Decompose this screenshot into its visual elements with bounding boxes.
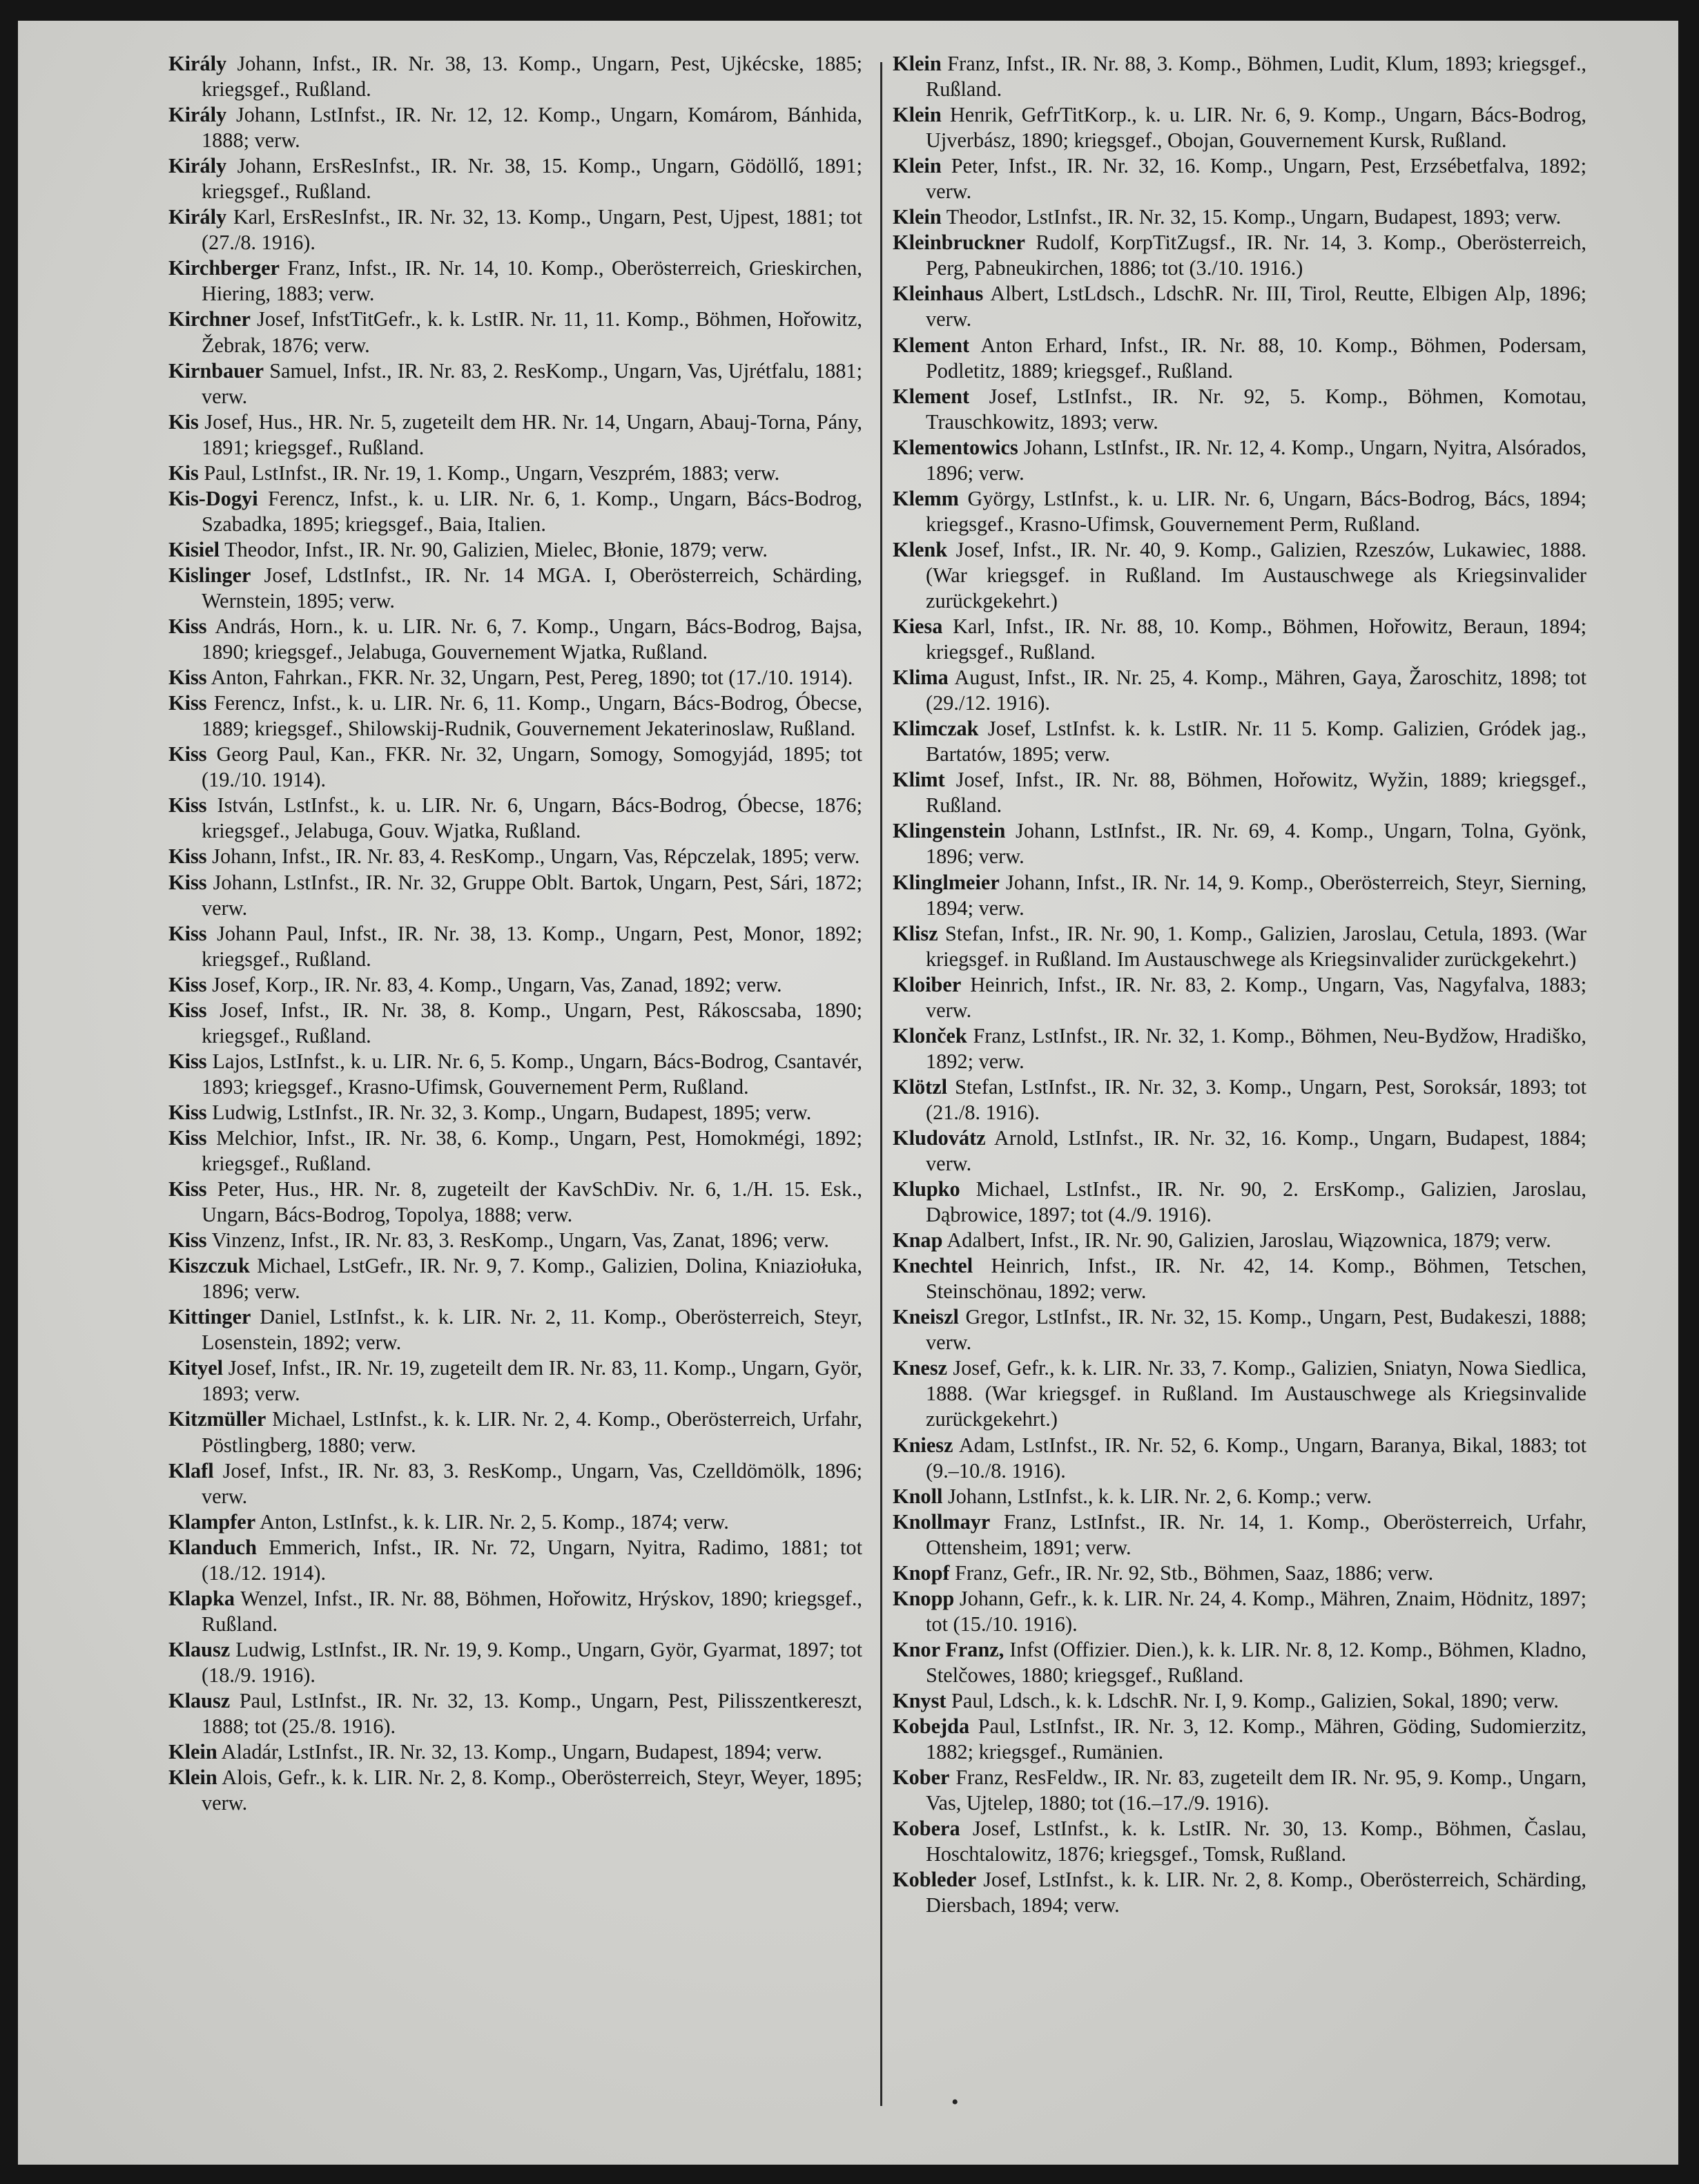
entry-surname: Kirnbauer [168, 358, 264, 383]
entry-details: Josef, Infst., IR. Nr. 19, zugeteilt dem IR. Nr. 83, 11. Komp., Ungarn, Györ, 1893; verw. [202, 1356, 862, 1406]
entry-surname: Kis [168, 461, 199, 485]
list-entry [168, 1355, 862, 1407]
entry-surname: Kis-Dogyi [168, 486, 258, 510]
entry-surname: Knor Franz, [893, 1637, 1004, 1661]
entry-surname: Klausz [168, 1637, 231, 1661]
entry-details: Franz, LstInfst., IR. Nr. 14, 1. Komp., Oberösterreich, Urfahr, Ottensheim, 1891; verw. [926, 1509, 1586, 1559]
list-entry [893, 614, 1586, 665]
entry-surname: Király [168, 205, 227, 229]
entry-details: Infst (Offizier. Dien.), k. k. LIR. Nr. 8, 12. Komp., Böhmen, Kladno, Stelčowes, 1880; kriegsgef., Rußland. [926, 1637, 1586, 1687]
entry-details: Josef, LstInfst., IR. Nr. 92, 5. Komp., Böhmen, Komotau, Trauschkowitz, 1893; verw. [926, 384, 1586, 434]
entry-details: Josef, Infst., IR. Nr. 38, 8. Komp., Ungarn, Pest, Rákoscsaba, 1890; kriegsgef., Rußland. [202, 998, 862, 1047]
entry-surname: Klausz [168, 1689, 231, 1712]
list-entry [168, 1049, 862, 1100]
entry-surname: Kloiber [893, 972, 962, 996]
entry-details: Vinzenz, Infst., IR. Nr. 83, 3. ResKomp., Ungarn, Vas, Zanat, 1896; verw. [206, 1228, 829, 1253]
entry-surname: Klenk [893, 537, 948, 561]
list-entry [893, 1253, 1586, 1304]
list-entry [168, 1509, 862, 1535]
column-divider [880, 62, 882, 2106]
entry-surname: Kleinhaus [893, 282, 984, 306]
entry-details: Heinrich, Infst., IR. Nr. 42, 14. Komp., Böhmen, Tetschen, Steinschönau, 1892; verw. [926, 1254, 1586, 1304]
list-entry [893, 1125, 1586, 1177]
entry-details: Josef, InfstTitGefr., k. k. LstIR. Nr. 11, 11. Komp., Böhmen, Hořowitz, Žebrak, 1876; verw. [202, 307, 862, 357]
entry-surname: Klement [893, 384, 970, 408]
entry-surname: Kiss [168, 1125, 207, 1150]
entry-surname: Klupko [893, 1177, 960, 1201]
list-entry [168, 614, 862, 665]
entry-surname: Kityel [168, 1356, 224, 1380]
list-entry [893, 1816, 1586, 1867]
entry-details: Josef, Hus., HR. Nr. 5, zugeteilt dem HR. Nr. 14, Ungarn, Abauj-Torna, Pány, 1891; kriegsgef., Rußland. [198, 409, 862, 459]
list-entry [893, 1023, 1586, 1074]
entry-details: Johann, LstInfst., k. k. LIR. Nr. 2, 6. Komp.; verw. [942, 1484, 1372, 1508]
entry-details: Arnold, LstInfst., IR. Nr. 32, 16. Komp., Ungarn, Budapest, 1884; verw. [926, 1125, 1586, 1176]
entry-details: Michael, LstInfst., IR. Nr. 90, 2. ErsKomp., Galizien, Jaroslau, Dąbrowice, 1897; tot (4./9. 1916). [926, 1177, 1586, 1227]
entry-details: Josef, LstInfst., k. k. LIR. Nr. 2, 8. Komp., Oberösterreich, Schärding, Diersbach, 1894; verw. [926, 1868, 1586, 1917]
list-entry [893, 486, 1586, 537]
list-entry [168, 461, 862, 486]
entry-details: Michael, LstGefr., IR. Nr. 9, 7. Komp., Galizien, Dolina, Kniaziołuka, 1896; verw. [202, 1254, 862, 1304]
entry-surname: Kobleder [893, 1868, 977, 1892]
list-entry [168, 972, 862, 998]
entry-surname: Klement [893, 333, 970, 357]
list-entry [893, 818, 1586, 869]
entry-details: Josef, LstInfst. k. k. LstIR. Nr. 11 5. Komp. Galizien, Gródek jag., Bartatów, 1895; verw. [926, 717, 1586, 766]
entry-details: István, LstInfst., k. u. LIR. Nr. 6, Ungarn, Bács-Bodrog, Óbecse, 1876; kriegsgef., Jelabuga, Gouv. Wjatka, Rußland. [202, 793, 862, 843]
entry-surname: Kober [893, 1766, 950, 1790]
entry-details: Josef, Infst., IR. Nr. 83, 3. ResKomp., Ungarn, Vas, Czelldömölk, 1896; verw. [202, 1458, 862, 1508]
list-entry [168, 921, 862, 972]
entry-details: Peter, Infst., IR. Nr. 32, 16. Komp., Ungarn, Pest, Erzsébetfalva, 1892; verw. [926, 154, 1586, 204]
list-entry [893, 384, 1586, 435]
entry-surname: Klein [893, 52, 942, 75]
entry-details: August, Infst., IR. Nr. 25, 4. Komp., Mähren, Gaya, Žaroschitz, 1898; tot (29./12. 1916). [926, 666, 1586, 715]
entry-details: Alois, Gefr., k. k. LIR. Nr. 2, 8. Komp., Oberösterreich, Steyr, Weyer, 1895; verw. [202, 1766, 862, 1815]
entry-surname: Kniesz [893, 1433, 953, 1457]
list-entry [168, 563, 862, 614]
entry-details: Johann, LstInfst., IR. Nr. 12, 4. Komp., Ungarn, Nyitra, Alsórados, 1896; verw. [926, 435, 1586, 485]
entry-surname: Kiss [168, 691, 207, 715]
entry-details: Franz, LstInfst., IR. Nr. 32, 1. Komp., Böhmen, Neu-Bydžow, Hradiško, 1892; verw. [926, 1023, 1586, 1073]
entry-details: Johann Paul, Infst., IR. Nr. 38, 13. Komp., Ungarn, Pest, Monor, 1892; kriegsgef., Rußland. [202, 921, 862, 971]
entry-surname: Knechtel [893, 1254, 973, 1278]
list-entry [168, 1253, 862, 1304]
entry-surname: Kiss [168, 1177, 207, 1201]
entry-details: Rudolf, KorpTitZugsf., IR. Nr. 14, 3. Komp., Oberösterreich, Perg, Pabneukirchen, 1886; tot (3./10. 1916.) [926, 231, 1586, 280]
entry-details: Franz, ResFeldw., IR. Nr. 83, zugeteilt dem IR. Nr. 95, 9. Komp., Ungarn, Vas, Ujtelep, 1880; tot (16.–17./9. 1916). [926, 1766, 1586, 1815]
list-entry [893, 204, 1586, 230]
entry-surname: Kislinger [168, 563, 251, 587]
list-entry [168, 409, 862, 461]
list-entry [168, 1739, 862, 1765]
list-entry [168, 153, 862, 204]
entry-surname: Klampfer [168, 1509, 256, 1534]
list-entry [168, 870, 862, 921]
entry-surname: Klemm [893, 486, 959, 510]
list-entry [168, 1688, 862, 1739]
list-entry [168, 1458, 862, 1509]
list-entry [168, 1535, 862, 1586]
column-left [168, 51, 862, 2150]
list-entry [893, 1433, 1586, 1484]
entry-surname: Kiss [168, 1100, 207, 1124]
entry-details: Paul, Ldsch., k. k. LdschR. Nr. I, 9. Komp., Galizien, Sokal, 1890; verw. [946, 1689, 1559, 1712]
list-entry [168, 1407, 862, 1458]
list-entry [893, 1177, 1586, 1228]
list-entry [893, 333, 1586, 384]
entry-details: András, Horn., k. u. LIR. Nr. 6, 7. Komp., Ungarn, Bács-Bodrog, Bajsa, 1890; kriegsgef., Jelabuga, Gouvernement Wjatka, Rußland. [202, 615, 862, 664]
entry-details: Henrik, GefrTitKorp., k. u. LIR. Nr. 6, 9. Komp., Ungarn, Bács-Bodrog, Ujverbász, 1890; kriegsgef., Obojan, Gouvernement Kursk, Rußland. [926, 103, 1586, 153]
entry-surname: Kiss [168, 793, 207, 818]
entry-surname: Kludovátz [893, 1125, 986, 1150]
entry-details: Peter, Hus., HR. Nr. 8, zugeteilt der KavSchDiv. Nr. 6, 1./H. 15. Esk., Ungarn, Bács-Bodrog, Topolya, 1888; verw. [202, 1177, 862, 1227]
list-entry [893, 1074, 1586, 1125]
entry-surname: Klötzl [893, 1074, 948, 1099]
entry-details: Theodor, Infst., IR. Nr. 90, Galizien, Mielec, Błonie, 1879; verw. [220, 537, 768, 561]
entry-surname: Klima [893, 666, 949, 690]
list-entry [168, 1637, 862, 1688]
column-right [893, 51, 1586, 2150]
entry-details: Franz, Infst., IR. Nr. 88, 3. Komp., Böhmen, Ludit, Klum, 1893; kriegsgef., Rußland. [926, 52, 1586, 102]
entry-details: Karl, ErsResInfst., IR. Nr. 32, 13. Komp., Ungarn, Pest, Ujpest, 1881; tot (27./8. 1916). [202, 205, 862, 255]
entry-surname: Kiss [168, 972, 207, 996]
entry-details: Lajos, LstInfst., k. u. LIR. Nr. 6, 5. Komp., Ungarn, Bács-Bodrog, Csantavér, 1893; kriegsgef., Krasno-Ufimsk, Gouvernement Perm, Rußland. [202, 1049, 862, 1099]
list-entry [168, 665, 862, 690]
entry-surname: Kiesa [893, 615, 943, 639]
entry-details: Emmerich, Infst., IR. Nr. 72, Ungarn, Nyitra, Radimo, 1881; tot (18./12. 1914). [202, 1535, 862, 1585]
entry-details: Adam, LstInfst., IR. Nr. 52, 6. Komp., Ungarn, Baranya, Bikal, 1883; tot (9.–10./8. 1916). [926, 1433, 1586, 1482]
entry-details: Johann, Infst., IR. Nr. 83, 4. ResKomp., Ungarn, Vas, Répczelak, 1895; verw. [206, 844, 860, 869]
list-entry [168, 1177, 862, 1228]
list-entry [168, 1586, 862, 1637]
list-entry [893, 767, 1586, 818]
entry-details: Josef, Gefr., k. k. LIR. Nr. 33, 7. Komp., Galizien, Sniatyn, Nowa Siedlica, 1888. (War kriegsgef. in Rußland. Im Austauschwege als Kriegsinvalide zurückgekehrt.) [926, 1356, 1586, 1431]
entry-surname: Knollmayr [893, 1509, 991, 1534]
entry-surname: Kiss [168, 921, 207, 945]
entry-surname: Király [168, 103, 227, 127]
entry-details: Ludwig, LstInfst., IR. Nr. 19, 9. Komp., Ungarn, Györ, Gyarmat, 1897; tot (18./9. 1916). [202, 1637, 862, 1687]
list-entry [893, 1355, 1586, 1432]
list-entry [168, 1100, 862, 1125]
entry-surname: Király [168, 52, 227, 75]
list-entry [893, 1228, 1586, 1253]
entry-details: Josef, Korp., IR. Nr. 83, 4. Komp., Ungarn, Vas, Zanad, 1892; verw. [206, 972, 782, 996]
entry-details: György, LstInfst., k. u. LIR. Nr. 6, Ungarn, Bács-Bodrog, Bács, 1894; kriegsgef., Krasno-Ufimsk, Gouvernement Perm, Rußland. [926, 486, 1586, 536]
entry-surname: Knoll [893, 1484, 943, 1508]
list-entry [893, 1867, 1586, 1918]
entry-details: Johann, Infst., IR. Nr. 38, 13. Komp., Ungarn, Pest, Ujkécske, 1885; kriegsgef., Rußland. [202, 52, 862, 102]
entry-surname: Kiss [168, 998, 207, 1022]
list-entry [168, 102, 862, 153]
entry-details: Paul, LstInfst., IR. Nr. 19, 1. Komp., Ungarn, Veszprém, 1883; verw. [198, 461, 780, 485]
entry-surname: Klein [893, 103, 942, 127]
entry-details: Melchior, Infst., IR. Nr. 38, 6. Komp., Ungarn, Pest, Homokmégi, 1892; kriegsgef., Rußland. [202, 1125, 862, 1176]
list-entry [893, 1688, 1586, 1714]
entry-surname: Klementowics [893, 435, 1018, 459]
list-entry [893, 537, 1586, 614]
entry-details: Ferencz, Infst., k. u. LIR. Nr. 6, 1. Komp., Ungarn, Bács-Bodrog, Szabadka, 1895; kriegsgef., Baia, Italien. [202, 486, 862, 536]
list-entry [893, 716, 1586, 767]
entry-surname: Klapka [168, 1586, 235, 1610]
entry-details: Wenzel, Infst., IR. Nr. 88, Böhmen, Hořowitz, Hrýskov, 1890; kriegsgef., Rußland. [202, 1586, 862, 1636]
entry-details: Josef, Infst., IR. Nr. 88, Böhmen, Hořowitz, Wyžin, 1889; kriegsgef., Rußland. [926, 768, 1586, 818]
entry-details: Heinrich, Infst., IR. Nr. 83, 2. Komp., Ungarn, Vas, Nagyfalva, 1883; verw. [926, 972, 1586, 1022]
entry-surname: Klonček [893, 1023, 967, 1047]
entry-surname: Kobera [893, 1817, 960, 1841]
list-entry [168, 486, 862, 537]
entry-details: Franz, Infst., IR. Nr. 14, 10. Komp., Oberösterreich, Grieskirchen, Hiering, 1883; verw. [202, 256, 862, 306]
list-entry [168, 1304, 862, 1355]
entry-surname: Knyst [893, 1689, 946, 1712]
list-entry [893, 1714, 1586, 1765]
entry-details: Johann, LstInfst., IR. Nr. 32, Gruppe Oblt. Bartok, Ungarn, Pest, Sári, 1872; verw. [202, 870, 862, 920]
list-entry [893, 230, 1586, 281]
list-entry [168, 998, 862, 1049]
entry-details: Anton, Fahrkan., FKR. Nr. 32, Ungarn, Pest, Pereg, 1890; tot (17./10. 1914). [206, 666, 853, 690]
entry-surname: Kirchberger [168, 256, 280, 280]
entry-surname: Kneiszl [893, 1305, 959, 1329]
entry-surname: Kiss [168, 666, 207, 690]
entry-details: Michael, LstInfst., k. k. LIR. Nr. 2, 4. Komp., Oberösterreich, Urfahr, Pöstlingberg, 1880; verw. [202, 1407, 862, 1457]
list-entry [168, 255, 862, 307]
list-entry [168, 204, 862, 255]
list-entry [168, 358, 862, 409]
entry-details: Ludwig, LstInfst., IR. Nr. 32, 3. Komp., Ungarn, Budapest, 1895; verw. [206, 1100, 812, 1124]
entry-surname: Kis [168, 409, 199, 434]
entry-details: Anton Erhard, Infst., IR. Nr. 88, 10. Komp., Böhmen, Podersam, Podletitz, 1889; kriegsgef., Rußland. [926, 333, 1586, 383]
entry-surname: Kiss [168, 1049, 207, 1073]
list-entry [168, 51, 862, 102]
entry-surname: Kobejda [893, 1714, 970, 1739]
entry-surname: Klein [893, 154, 942, 178]
entry-details: Johann, Gefr., k. k. LIR. Nr. 24, 4. Komp., Mähren, Znaim, Hödnitz, 1897; tot (15./10. 1916). [926, 1586, 1586, 1636]
list-entry [893, 921, 1586, 972]
entry-details: Johann, LstInfst., IR. Nr. 12, 12. Komp., Ungarn, Komárom, Bánhida, 1888; verw. [202, 103, 862, 153]
entry-details: Johann, Infst., IR. Nr. 14, 9. Komp., Oberösterreich, Steyr, Sierning, 1894; verw. [926, 870, 1586, 920]
entry-surname: Kiszczuk [168, 1254, 250, 1278]
list-entry [893, 665, 1586, 716]
entry-surname: Knesz [893, 1356, 948, 1380]
entry-surname: Knopp [893, 1586, 955, 1610]
list-entry [893, 1304, 1586, 1355]
entry-details: Johann, LstInfst., IR. Nr. 69, 4. Komp., Ungarn, Tolna, Gyönk, 1896; verw. [926, 819, 1586, 869]
entry-surname: Klanduch [168, 1535, 257, 1559]
entry-details: Georg Paul, Kan., FKR. Nr. 32, Ungarn, Somogy, Somogyjád, 1895; tot (19./10. 1914). [202, 742, 862, 792]
entry-surname: Kitzmüller [168, 1407, 266, 1431]
entry-details: Adalbert, Infst., IR. Nr. 90, Galizien, Jaroslau, Wiązownica, 1879; verw. [942, 1228, 1551, 1253]
entry-surname: Kiss [168, 844, 207, 869]
list-entry [168, 1765, 862, 1816]
list-entry [893, 870, 1586, 921]
entry-surname: Knap [893, 1228, 943, 1253]
list-entry [893, 51, 1586, 102]
list-entry [168, 793, 862, 844]
entry-surname: Klingenstein [893, 819, 1006, 843]
entry-surname: Klinglmeier [893, 870, 1000, 894]
entry-details: Josef, LstInfst., k. k. LstIR. Nr. 30, 13. Komp., Böhmen, Časlau, Hoschtalowitz, 1876; kriegsgef., Tomsk, Rußland. [926, 1817, 1586, 1866]
document-page [18, 21, 1678, 2165]
entry-details: Ferencz, Infst., k. u. LIR. Nr. 6, 11. Komp., Ungarn, Bács-Bodrog, Óbecse, 1889; kriegsgef., Shilowskij-Rudnik, Gouvernement Jekaterinoslaw, Rußland. [202, 691, 862, 741]
entry-details: Theodor, LstInfst., IR. Nr. 32, 15. Komp., Ungarn, Budapest, 1893; verw. [941, 205, 1562, 229]
entry-surname: Klimt [893, 768, 945, 792]
entry-details: Aladár, LstInfst., IR. Nr. 32, 13. Komp., Ungarn, Budapest, 1894; verw. [217, 1740, 822, 1764]
entry-details: Stefan, Infst., IR. Nr. 90, 1. Komp., Galizien, Jaroslau, Cetula, 1893. (War kriegsgef. in Rußland. Im Austauschwege als Kriegsinvalider zurückgekehrt.) [926, 921, 1586, 971]
list-entry [893, 281, 1586, 332]
list-entry [893, 972, 1586, 1023]
entry-details: Albert, LstLdsch., LdschR. Nr. III, Tirol, Reutte, Elbigen Alp, 1896; verw. [926, 282, 1586, 331]
ink-speck: • [951, 2091, 959, 2114]
entry-surname: Kittinger [168, 1305, 251, 1329]
entry-surname: Klafl [168, 1458, 214, 1482]
entry-surname: Kiss [168, 615, 207, 639]
list-entry [893, 102, 1586, 153]
entry-details: Samuel, Infst., IR. Nr. 83, 2. ResKomp., Ungarn, Vas, Ujrétfalu, 1881; verw. [202, 358, 862, 408]
list-entry [893, 1586, 1586, 1637]
list-entry [893, 1637, 1586, 1688]
entry-details: Gregor, LstInfst., IR. Nr. 32, 15. Komp., Ungarn, Pest, Budakeszi, 1888; verw. [926, 1305, 1586, 1355]
entry-details: Josef, Infst., IR. Nr. 40, 9. Komp., Galizien, Rzeszów, Lukawiec, 1888. (War kriegsgef. in Rußland. Im Austauschwege als Kriegsinvalider zurückgekehrt.) [926, 537, 1586, 612]
entry-details: Anton, LstInfst., k. k. LIR. Nr. 2, 5. Komp., 1874; verw. [255, 1509, 729, 1534]
entry-surname: Klein [893, 205, 942, 229]
list-entry [893, 1484, 1586, 1509]
entry-surname: Király [168, 154, 227, 178]
entry-surname: Kleinbruckner [893, 231, 1025, 255]
entry-surname: Kiss [168, 870, 207, 894]
list-entry [168, 307, 862, 358]
list-entry [893, 435, 1586, 486]
entry-surname: Klein [168, 1766, 217, 1790]
entry-surname: Klein [168, 1740, 217, 1764]
entry-details: Paul, LstInfst., IR. Nr. 3, 12. Komp., Mähren, Göding, Sudomierzitz, 1882; kriegsgef., Rumänien. [926, 1714, 1586, 1764]
list-entry [168, 742, 862, 793]
entry-details: Karl, Infst., IR. Nr. 88, 10. Komp., Böhmen, Hořowitz, Beraun, 1894; kriegsgef., Rußland. [926, 615, 1586, 664]
entry-surname: Kisiel [168, 537, 220, 561]
entry-surname: Kiss [168, 742, 207, 766]
entry-surname: Kiss [168, 1228, 207, 1253]
list-entry [168, 844, 862, 869]
list-entry [893, 153, 1586, 204]
list-entry [168, 537, 862, 563]
entry-surname: Kirchner [168, 307, 251, 331]
list-entry [893, 1509, 1586, 1560]
list-entry [893, 1765, 1586, 1816]
entry-surname: Knopf [893, 1560, 950, 1585]
entry-details: Stefan, LstInfst., IR. Nr. 32, 3. Komp., Ungarn, Pest, Soroksár, 1893; tot (21./8. 1916). [926, 1074, 1586, 1124]
entry-surname: Klimczak [893, 717, 979, 741]
entry-details: Josef, LdstInfst., IR. Nr. 14 MGA. I, Oberösterreich, Schärding, Wernstein, 1895; verw. [202, 563, 862, 612]
entry-details: Franz, Gefr., IR. Nr. 92, Stb., Böhmen, Saaz, 1886; verw. [949, 1560, 1434, 1585]
entry-details: Johann, ErsResInfst., IR. Nr. 38, 15. Komp., Ungarn, Gödöllő, 1891; kriegsgef., Rußland. [202, 154, 862, 204]
list-entry [168, 1125, 862, 1177]
entry-surname: Klisz [893, 921, 938, 945]
list-entry [893, 1560, 1586, 1586]
entry-details: Daniel, LstInfst., k. k. LIR. Nr. 2, 11. Komp., Oberösterreich, Steyr, Losenstein, 1892; verw. [202, 1305, 862, 1355]
list-entry [168, 690, 862, 742]
list-entry [168, 1228, 862, 1253]
entry-details: Paul, LstInfst., IR. Nr. 32, 13. Komp., Ungarn, Pest, Pilisszentkereszt, 1888; tot (25./8. 1916). [202, 1689, 862, 1739]
